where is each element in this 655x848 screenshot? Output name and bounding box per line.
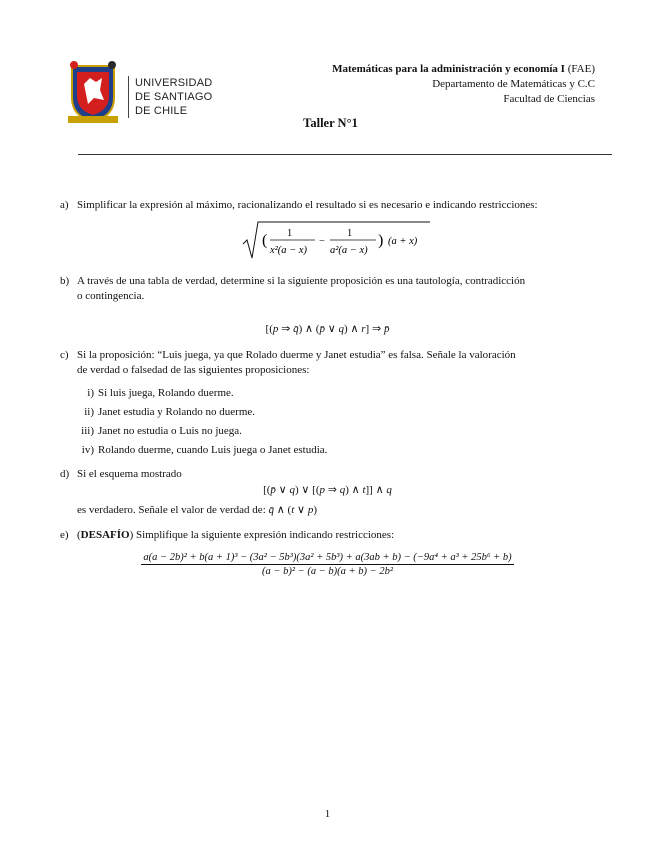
exercise-b-label: b) bbox=[60, 275, 70, 287]
exercise-d-text-2: es verdadero. Señale el valor de verdad de: bbox=[77, 504, 266, 516]
svg-text:(a + x): (a + x) bbox=[388, 236, 418, 247]
exercise-a-text: Simplificar la expresión al máximo, racionalizando el resultado si es necesario e indicando restricciones: bbox=[77, 199, 538, 211]
exercise-a-formula bbox=[240, 218, 440, 260]
exercise-c-label: c) bbox=[60, 349, 69, 361]
svg-text:x²(a − x): x²(a − x) bbox=[270, 245, 308, 256]
exercise-e-text: Simplifique la siguiente expresión indicando restricciones: bbox=[136, 529, 395, 541]
svg-text:(: ( bbox=[262, 232, 268, 249]
exercise-b-text-1: A través de una tabla de verdad, determine si la siguiente proposición es una tautología, contradicción bbox=[77, 275, 526, 287]
university-name-line-1: UNIVERSIDAD bbox=[135, 77, 213, 89]
svg-text:1: 1 bbox=[287, 228, 293, 239]
exercise-a-label: a) bbox=[60, 199, 69, 211]
course-title: Matemáticas para la administración y economía I bbox=[332, 63, 565, 75]
exercise-b-formula: [(p ⇒ q̄) ∧ (p̄ ∨ q) ∧ r] ⇒ p̄ bbox=[265, 323, 390, 335]
exercise-b bbox=[60, 274, 596, 304]
exercise-c-sub-1: i) Si luis juega, Rolando duerme. bbox=[87, 387, 234, 399]
exercise-c-text-2: de verdad o falsedad de las siguientes proposiciones: bbox=[77, 364, 310, 376]
university-name-line-3: DE CHILE bbox=[135, 105, 188, 117]
header-divider bbox=[78, 154, 612, 155]
header-info bbox=[332, 62, 595, 107]
exercise-c-sub-3: iii) Janet no estudia o Luis no juega. bbox=[81, 425, 242, 437]
svg-text:1: 1 bbox=[347, 228, 353, 239]
faculty: Facultad de Ciencias bbox=[503, 93, 595, 105]
exercise-e-label: e) bbox=[60, 529, 69, 541]
exercise-e-formula: a(a − 2b)² + b(a + 1)³ − (3a² − 5b³)(3a² + 5b³) + a(3ab + b) − (−9a⁴ + a³ + 25b⁶ + b) (a − b)² − (a − b)(a + b) − 2b² bbox=[143, 552, 512, 577]
exercise-a bbox=[60, 198, 596, 213]
exercise-e: e) (DESAFÍO) Simplifique la siguiente expresión indicando restricciones: bbox=[60, 529, 395, 541]
exercise-c-sub-4: iv) Rolando duerme, cuando Luis juega o Janet estudia. bbox=[81, 444, 328, 456]
exercise-d-formula: [(p̄ ∨ q) ∨ [(p ⇒ q) ∧ t]] ∧ q bbox=[263, 484, 392, 496]
exercise-d-text-1: Si el esquema mostrado bbox=[77, 468, 182, 480]
page-number: 1 bbox=[324, 808, 331, 820]
exercise-d-label: d) bbox=[60, 468, 70, 480]
department: Departamento de Matemáticas y C.C bbox=[432, 78, 595, 90]
exercise-d-second: es verdadero. Señale el valor de verdad de: q̄ ∧ (t ∨ p) bbox=[77, 504, 318, 516]
svg-text:a²(a − x): a²(a − x) bbox=[330, 245, 368, 256]
worksheet-title: Taller N°1 bbox=[303, 116, 358, 130]
exercise-b-text-2: o contingencia. bbox=[77, 290, 145, 302]
course-line bbox=[332, 62, 595, 77]
university-name bbox=[128, 76, 212, 118]
exercise-c bbox=[60, 348, 596, 378]
university-name-line-2: DE SANTIAGO bbox=[135, 91, 213, 103]
exercise-c-text-1: Si la proposición: “Luis juega, ya que Rolado duerme y Janet estudia” es falsa. Señale la valoración bbox=[77, 349, 516, 361]
exercise-c-sub-2: ii) Janet estudia y Rolando no duerme. bbox=[84, 406, 256, 418]
course-code: (FAE) bbox=[567, 63, 595, 75]
svg-text:−: − bbox=[319, 236, 325, 247]
exercise-e-bold: DESAFÍO bbox=[80, 529, 130, 541]
exercise-d bbox=[60, 467, 596, 482]
svg-text:): ) bbox=[378, 232, 384, 249]
